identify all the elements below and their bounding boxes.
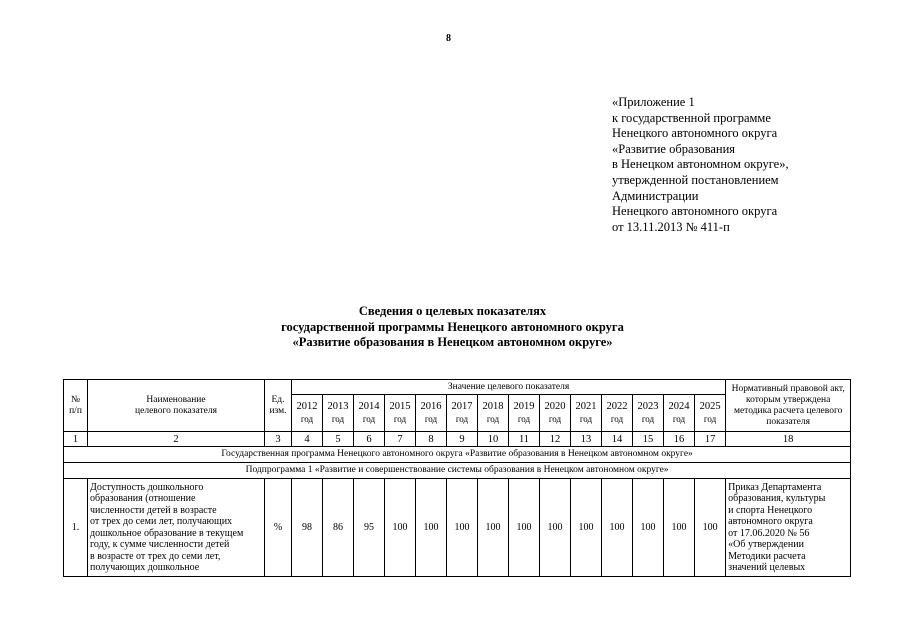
col-index: 17 <box>695 432 726 447</box>
col-index: 9 <box>447 432 478 447</box>
appendix-line: от 13.11.2013 № 411-п <box>612 219 730 234</box>
row-value: 100 <box>478 479 509 577</box>
col-index: 4 <box>292 432 323 447</box>
header-name <box>88 380 265 432</box>
col-index: 12 <box>540 432 571 447</box>
header-name-line: Наименование <box>146 394 206 405</box>
header-year: 2014 год <box>354 395 385 432</box>
header-year: 2017 год <box>447 395 478 432</box>
header-year: 2021 год <box>571 395 602 432</box>
header-year: 2025 год <box>695 395 726 432</box>
col-index: 14 <box>602 432 633 447</box>
row-name-line: от трех до семи лет, получающих <box>90 516 233 527</box>
subprogram-row <box>64 463 851 479</box>
row-value: 95 <box>354 479 385 577</box>
column-index-row <box>64 432 851 447</box>
table-row <box>64 479 851 577</box>
header-year: 2024 год <box>664 395 695 432</box>
appendix-line: к государственной программе <box>612 110 771 125</box>
header-unit <box>265 380 292 432</box>
header-values-group: Значение целевого показателя <box>292 380 726 395</box>
program-row <box>64 447 851 463</box>
appendix-line: Администрации <box>612 188 699 203</box>
subprogram-title: Подпрограмма 1 «Развитие и совершенствование системы образования в Ненецком автономном округе» <box>64 463 851 479</box>
row-value: 100 <box>447 479 478 577</box>
row-norm-line: «Об утверждении <box>728 539 804 550</box>
col-index: 3 <box>265 432 292 447</box>
row-unit: % <box>265 479 292 577</box>
appendix-line: «Развитие образования <box>612 141 736 156</box>
header-year: 2020 год <box>540 395 571 432</box>
row-value: 100 <box>602 479 633 577</box>
appendix-line: утвержденной постановлением <box>612 172 779 187</box>
row-value: 98 <box>292 479 323 577</box>
header-year: 2015 год <box>385 395 416 432</box>
row-name-line: году, к сумме численности детей <box>90 539 230 550</box>
col-index: 8 <box>416 432 447 447</box>
row-name-line: получающих дошкольное <box>90 562 200 573</box>
row-norm <box>726 479 851 577</box>
row-num: 1. <box>64 479 88 577</box>
row-value: 100 <box>571 479 602 577</box>
header-unit-line: изм. <box>269 405 287 416</box>
col-index: 2 <box>88 432 265 447</box>
row-norm-line: от 17.06.2020 № 56 <box>728 527 810 539</box>
col-index: 18 <box>726 432 851 447</box>
header-row-1 <box>64 380 851 395</box>
col-index: 10 <box>478 432 509 447</box>
row-name-line: Доступность дошкольного <box>90 481 204 493</box>
appendix-line: Ненецкого автономного округа <box>612 126 778 141</box>
row-name-line: образования (отношение <box>90 493 196 504</box>
program-title: Государственная программа Ненецкого автономного округа «Развитие образования в Ненецком автономном округе» <box>64 447 851 463</box>
row-norm-line: автономного округа <box>728 516 813 527</box>
row-name-line: в возрасте от трех до семи лет, <box>90 550 221 562</box>
col-index: 15 <box>633 432 664 447</box>
row-value: 100 <box>385 479 416 577</box>
header-year: 2019 год <box>509 395 540 432</box>
row-value: 100 <box>540 479 571 577</box>
row-value: 100 <box>633 479 664 577</box>
header-year: 2023 год <box>633 395 664 432</box>
row-name-line: дошкольное образование в текущем <box>90 527 244 539</box>
header-year: 2013 год <box>323 395 354 432</box>
row-name-line: численности детей в возрасте <box>90 504 217 516</box>
header-year: 2016 год <box>416 395 447 432</box>
header-norm: Нормативный правовой акт, которым утверждена методика расчета целевого показателя <box>726 380 851 432</box>
header-num: № п/п <box>64 380 88 432</box>
header-year: 2018 год <box>478 395 509 432</box>
row-name <box>88 479 265 577</box>
row-value: 86 <box>323 479 354 577</box>
col-index: 7 <box>385 432 416 447</box>
col-index: 5 <box>323 432 354 447</box>
col-index: 6 <box>354 432 385 447</box>
appendix-line: в Ненецком автономном округе», <box>612 157 789 172</box>
row-norm-line: Приказ Департамента <box>728 481 822 493</box>
title-line: Сведения о целевых показателях <box>358 304 547 318</box>
row-norm-line: образования, культуры <box>728 493 826 504</box>
page-number: 8 <box>446 33 451 44</box>
header-year: 2022 год <box>602 395 633 432</box>
row-norm-line: и спорта Ненецкого <box>728 504 813 516</box>
header-year: 2012 год <box>292 395 323 432</box>
title-line: «Развитие образования в Ненецком автономном округе» <box>292 335 613 349</box>
row-value: 100 <box>695 479 726 577</box>
title-line: государственной программы Ненецкого автономного округа <box>281 319 624 334</box>
col-index: 16 <box>664 432 695 447</box>
col-index: 11 <box>509 432 540 447</box>
row-value: 100 <box>509 479 540 577</box>
col-index: 13 <box>571 432 602 447</box>
row-norm-line: Методики расчета <box>728 550 806 562</box>
appendix-line: Ненецкого автономного округа <box>612 204 778 219</box>
indicators-table <box>63 379 851 577</box>
col-index: 1 <box>64 432 88 447</box>
header-name-line: целевого показателя <box>135 405 217 416</box>
appendix-block <box>612 95 872 235</box>
row-value: 100 <box>664 479 695 577</box>
header-unit-line: Ед. <box>271 394 285 405</box>
row-value: 100 <box>416 479 447 577</box>
appendix-line: «Приложение 1 <box>612 95 695 109</box>
document-title <box>0 304 905 351</box>
row-norm-line: значений целевых <box>728 562 806 573</box>
